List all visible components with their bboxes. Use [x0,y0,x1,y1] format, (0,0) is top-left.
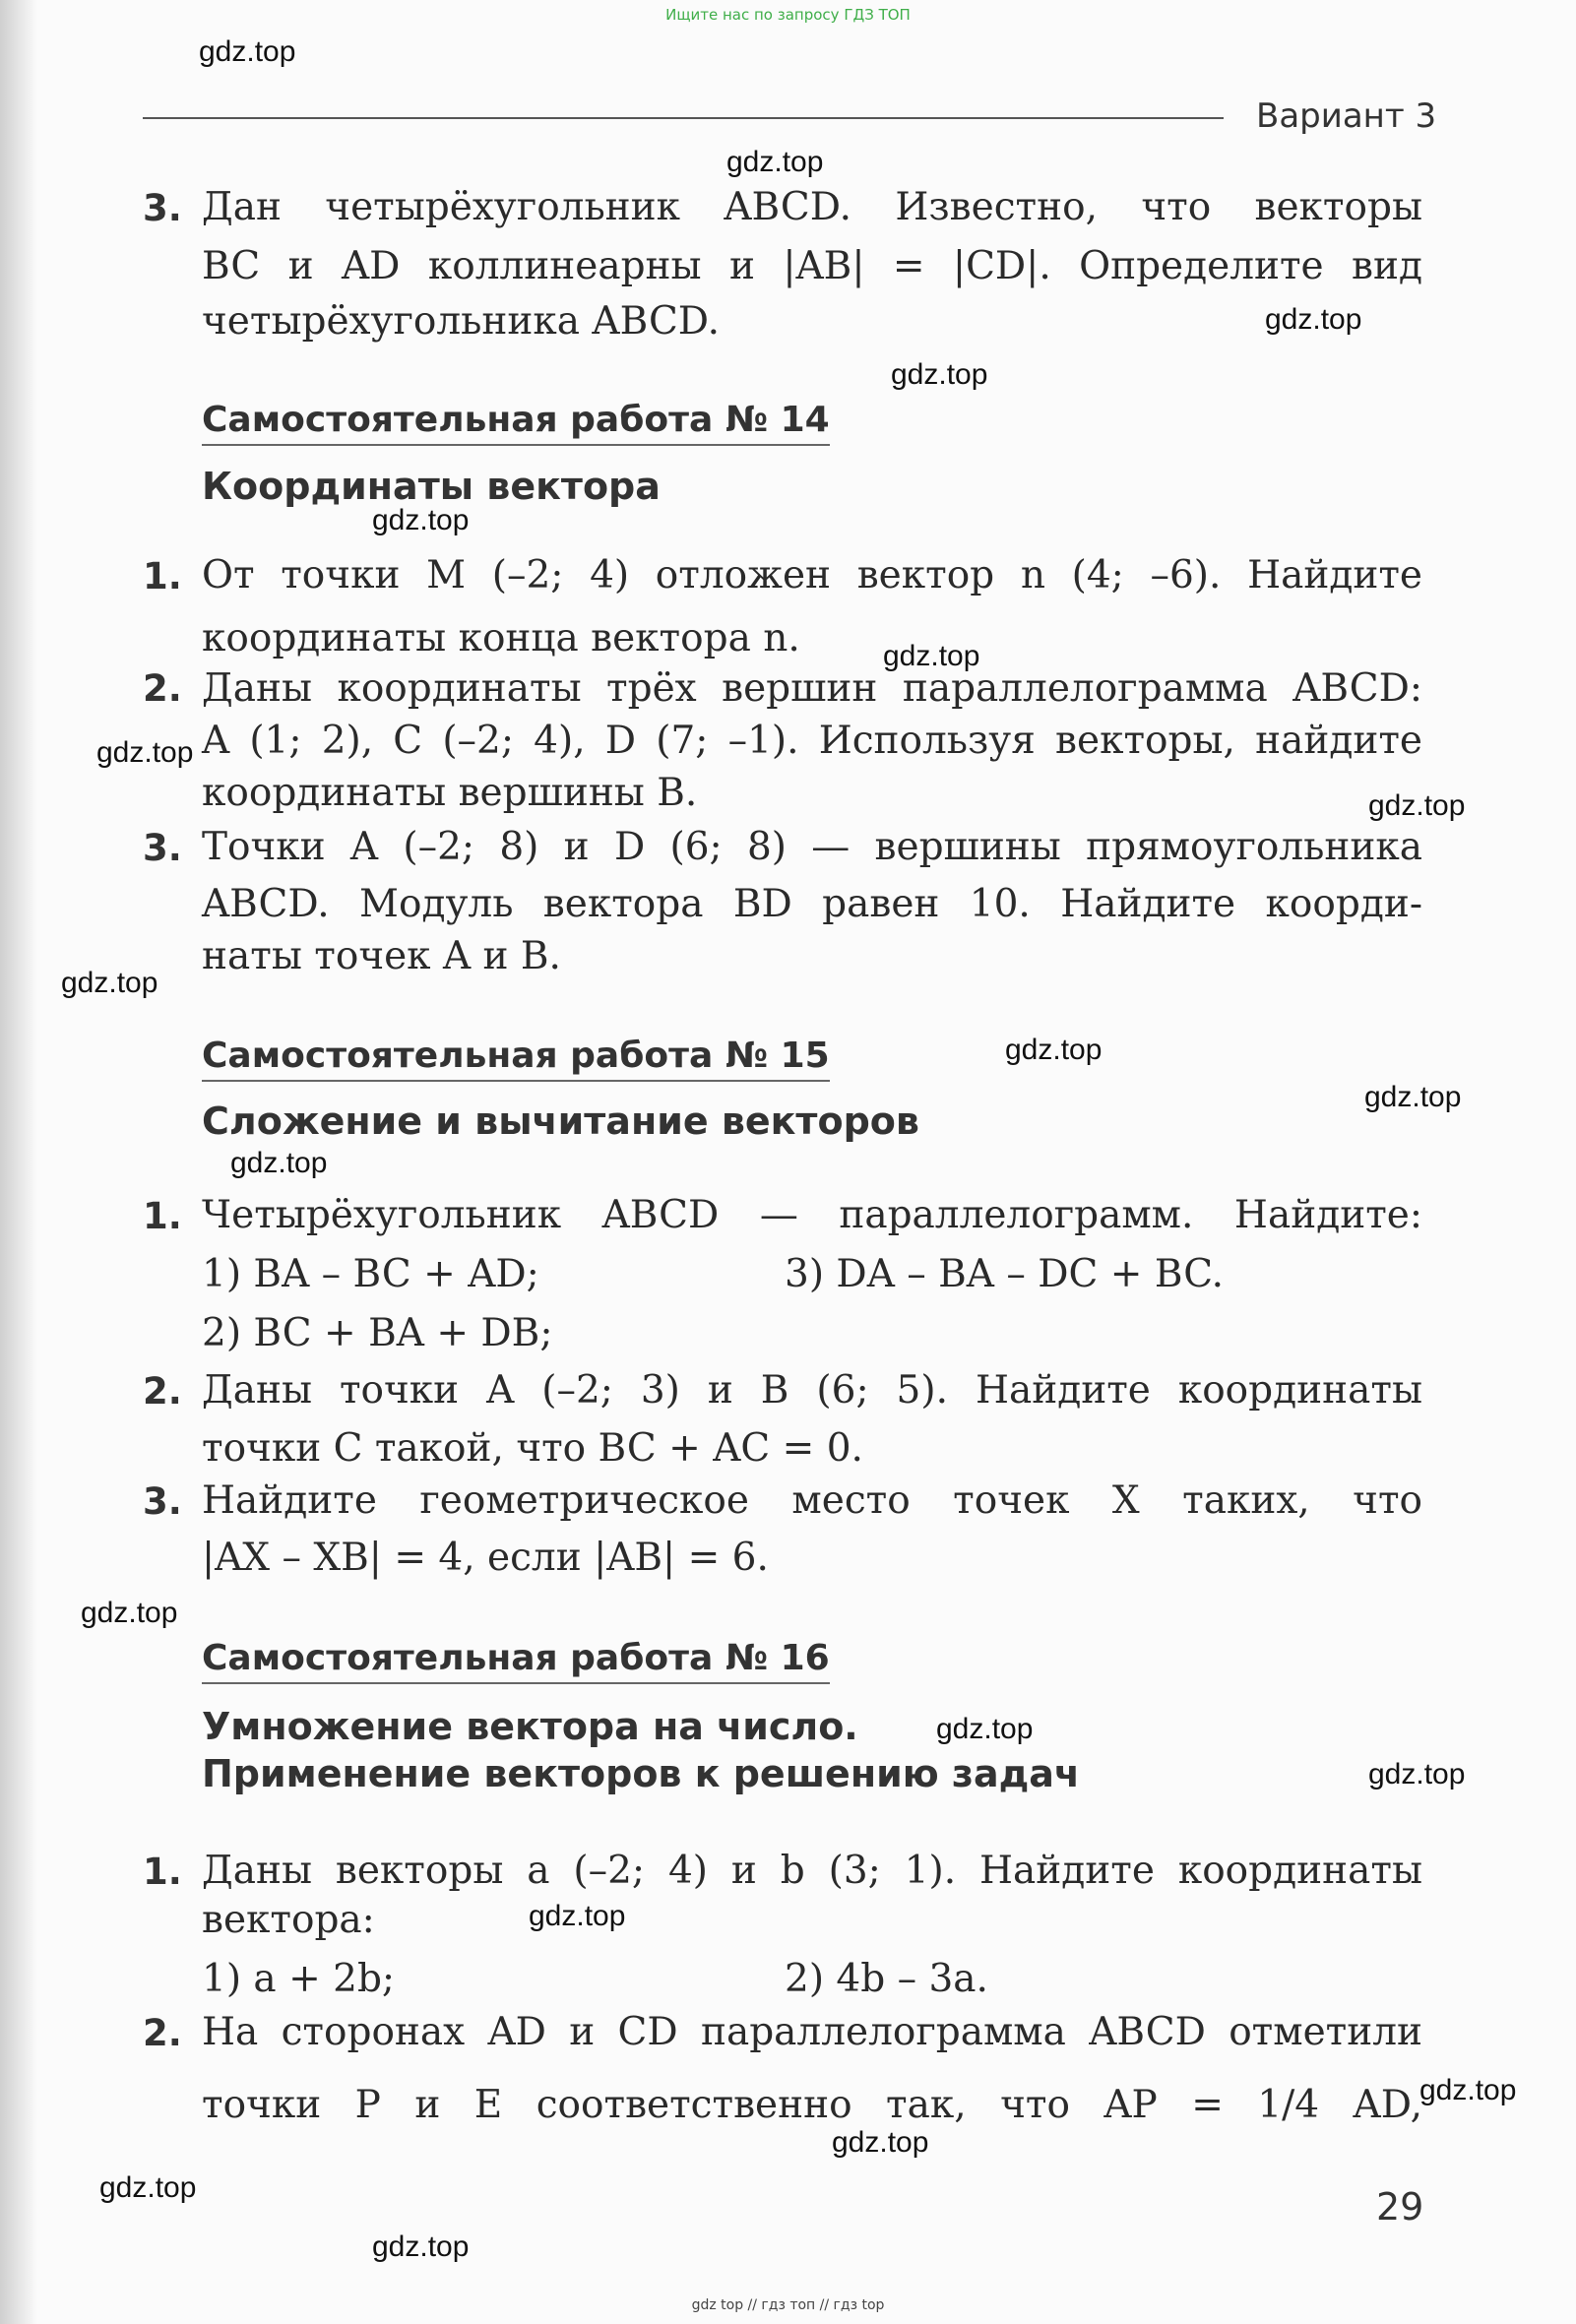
task-text-line: четырёхугольника ABCD. [202,299,721,344]
top-note: Ищите нас по запросу ГДЗ ТОП [665,6,911,24]
watermark: gdz.top [1005,1034,1103,1066]
section-subtitle: Применение векторов к решению задач [202,1752,1081,1795]
watermark: gdz.top [199,35,296,68]
page-edge-shadow [0,0,37,2324]
task-number: 2. [143,1370,182,1413]
header-rule [143,117,1224,119]
task-text-line: Найдите геометрическое место точек X таких, что [202,1478,1422,1523]
watermark: gdz.top [1364,1081,1462,1113]
task-text-line: Точки A (–2; 8) и D (6; 8) — вершины прямоугольника [202,825,1422,869]
section-subtitle: Координаты вектора [202,465,661,508]
section-title: Самостоятельная работа № 16 [202,1638,830,1684]
watermark: gdz.top [99,2171,197,2204]
task-number: 3. [143,187,182,229]
watermark: gdz.top [726,146,824,178]
watermark: gdz.top [936,1713,1034,1745]
task-text-line: координаты конца вектора n. [202,616,800,660]
task-text-line: вектора: [202,1898,375,1942]
task-text-line: координаты вершины B. [202,771,698,815]
task-text-line: Дан четырёхугольник ABCD. Известно, что векторы [202,185,1422,229]
task-number: 2. [143,667,182,710]
task-text-line: На сторонах AD и CD параллелограмма ABCD отметили [202,2010,1422,2054]
task-text-line: От точки M (–2; 4) отложен вектор n (4; –6). Найдите [202,553,1422,597]
watermark: gdz.top [883,640,980,672]
watermark: gdz.top [1368,789,1466,822]
watermark: gdz.top [891,358,988,391]
task-text-line: |AX – XB| = 4, если |AB| = 6. [202,1536,769,1580]
watermark: gdz.top [372,504,470,536]
task-text-line: 3) DA – BA – DC + BC. [785,1252,1225,1296]
task-number: 1. [143,555,182,597]
watermark: gdz.top [230,1147,328,1179]
task-text-line: наты точек A и B. [202,934,561,978]
task-text-line: Даны координаты трёх вершин параллелограмма ABCD: [202,666,1422,711]
watermark: gdz.top [1265,303,1362,336]
watermark: gdz.top [372,2230,470,2263]
watermark: gdz.top [81,1597,178,1629]
watermark: gdz.top [1368,1758,1466,1790]
section-title: Самостоятельная работа № 14 [202,400,830,446]
task-number: 1. [143,1851,182,1893]
task-text-line: ABCD. Модуль вектора BD равен 10. Найдите коорди- [202,882,1422,926]
section-subtitle: Умножение вектора на число. [202,1705,858,1748]
task-text-line: Четырёхугольник ABCD — параллелограмм. Найдите: [202,1193,1422,1237]
variant-label: Вариант 3 [1256,96,1437,136]
task-text-line: Даны точки A (–2; 3) и B (6; 5). Найдите координаты [202,1368,1422,1413]
task-number: 3. [143,1480,182,1523]
task-text-line: BC и AD коллинеарны и |AB| = |CD|. Определите вид [202,244,1422,288]
bottom-note: gdz top // гдз топ // гдз top [691,2297,885,2313]
task-text-line: 1) a + 2b; [202,1957,396,2001]
task-number: 2. [143,2012,182,2054]
task-text-line: A (1; 2), C (–2; 4), D (7; –1). Используя векторы, найдите [202,719,1422,763]
task-number: 3. [143,827,182,869]
task-text-line: точки P и E соответственно так, что AP = 1/4 AD, [202,2083,1422,2127]
watermark: gdz.top [96,736,194,769]
task-text-line: 2) BC + BA + DB; [202,1311,553,1355]
section-subtitle: Сложение и вычитание векторов [202,1099,919,1143]
section-title: Самостоятельная работа № 15 [202,1036,830,1082]
task-text-line: точки C такой, что BC + AC = 0. [202,1426,863,1471]
watermark: gdz.top [529,1900,626,1932]
watermark: gdz.top [832,2126,929,2159]
page-number: 29 [1376,2185,1424,2229]
task-number: 1. [143,1195,182,1237]
watermark: gdz.top [61,967,158,999]
watermark: gdz.top [1419,2074,1517,2106]
task-text-line: 1) BA – BC + AD; [202,1252,539,1296]
task-text-line: Даны векторы a (–2; 4) и b (3; 1). Найдите координаты [202,1849,1422,1893]
task-text-line: 2) 4b – 3a. [785,1957,988,2001]
